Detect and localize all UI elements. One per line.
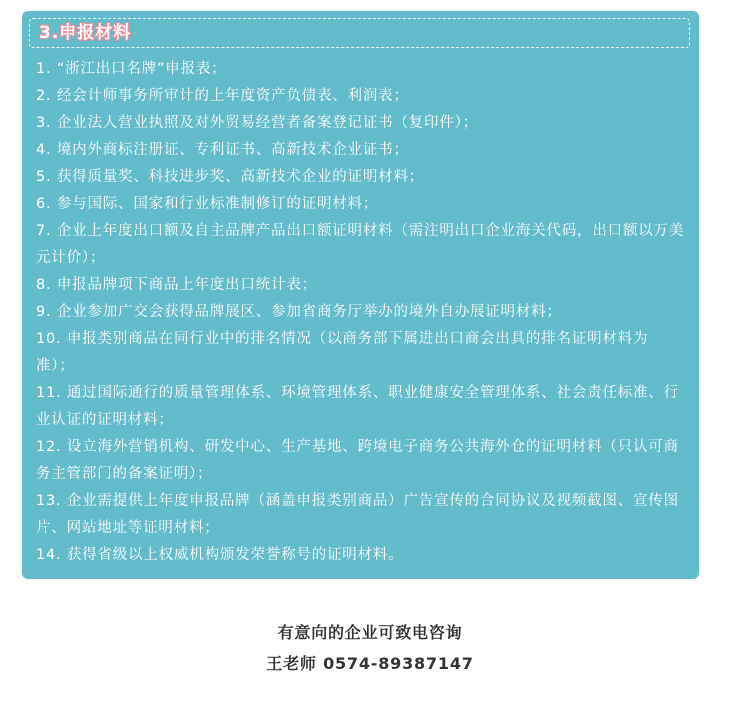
contact-prompt: 有意向的企业可致电咨询 — [277, 623, 463, 642]
list-item: 7. 企业上年度出口额及自主品牌产品出口额证明材料（需注明出口企业海关代码，出口额以万美元计价）； — [36, 223, 685, 266]
materials-list — [36, 56, 686, 569]
list-item: 1. “浙江出口名牌”申报表； — [36, 61, 227, 77]
section-title: 3.申报材料 — [39, 23, 132, 43]
list-item: 4. 境内外商标注册证、专利证书、高新技术企业证书； — [36, 142, 409, 158]
list-item: 13. 企业需提供上年度申报品牌（涵盖申报类别商品）广告宣传的合同协议及视频截图、宣传图片、网站地址等证明材料； — [36, 493, 679, 536]
list-item: 10. 申报类别商品在同行业中的排名情况（以商务部下属进出口商会出具的排名证明材料为准）； — [36, 331, 649, 374]
section-heading-box — [29, 18, 690, 48]
list-item: 3. 企业法人营业执照及对外贸易经营者备案登记证书（复印件）； — [36, 115, 478, 131]
list-item: 12. 设立海外营销机构、研发中心、生产基地、跨境电子商务公共海外仓的证明材料（只认可商务主管部门的备案证明）； — [36, 439, 679, 482]
list-item: 9. 企业参加广交会获得品牌展区、参加省商务厅举办的境外自办展证明材料； — [36, 304, 562, 320]
list-item: 2. 经会计师事务所审计的上年度资产负债表、利润表； — [36, 88, 409, 104]
list-item: 14. 获得省级以上权威机构颁发荣誉称号的证明材料。 — [36, 547, 404, 563]
materials-panel — [22, 11, 699, 579]
list-item: 11. 通过国际通行的质量管理体系、环境管理体系、职业健康安全管理体系、社会责任标准、行业认证的证明材料； — [36, 385, 679, 428]
list-item: 6. 参与国际、国家和行业标准制修订的证明材料； — [36, 196, 379, 212]
contact-phone: 王老师 0574-89387147 — [266, 654, 474, 673]
list-item: 8. 申报品牌项下商品上年度出口统计表； — [36, 277, 317, 293]
list-item: 5. 获得质量奖、科技进步奖、高新技术企业的证明材料； — [36, 169, 425, 185]
